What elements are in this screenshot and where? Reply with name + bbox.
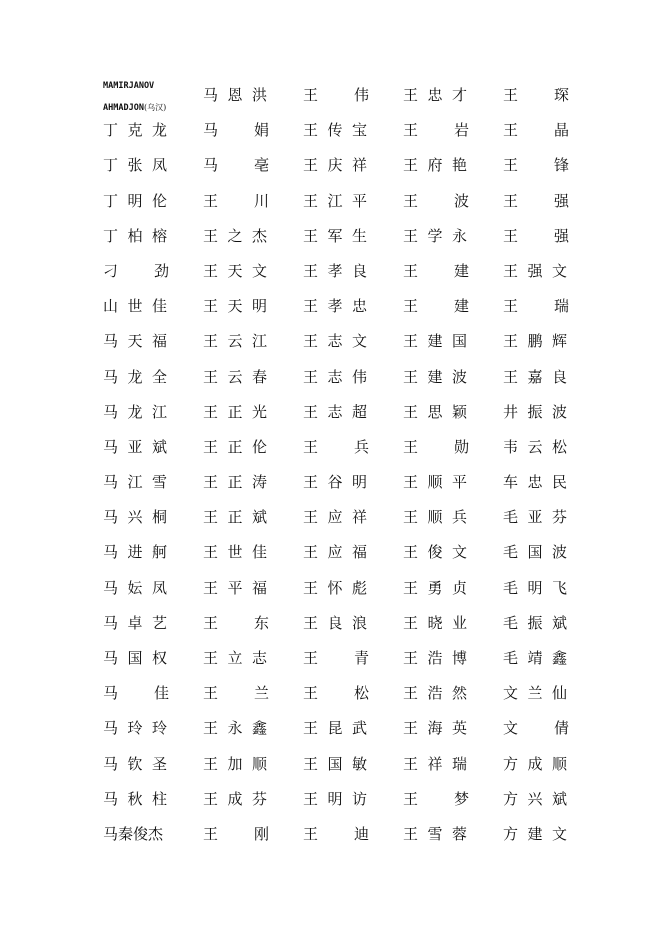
person-name: 毛 国 波 — [503, 543, 567, 562]
person-name: 王 刚 — [203, 824, 269, 843]
person-name: 王 国 敏 — [303, 754, 367, 773]
name-entry — [303, 430, 403, 465]
person-name: 王 志 文 — [303, 332, 367, 351]
name-entry — [403, 782, 503, 817]
latin-name-note: (乌汉) — [143, 102, 167, 112]
person-name: 王 正 斌 — [203, 508, 267, 527]
name-entry-first — [103, 78, 203, 113]
name-entry — [203, 360, 303, 395]
person-name: 毛 明 飞 — [503, 578, 567, 597]
person-name: 王 兰 — [203, 684, 269, 703]
name-entry — [503, 184, 573, 219]
name-entry — [403, 711, 503, 746]
person-name: 王 顺 平 — [403, 473, 467, 492]
person-name: 王 松 — [303, 684, 369, 703]
person-name: 王 海 英 — [403, 719, 467, 738]
person-name: 方 兴 斌 — [503, 789, 567, 808]
name-entry — [403, 324, 503, 359]
person-name: 王 顺 兵 — [403, 508, 467, 527]
name-entry — [103, 817, 203, 852]
name-entry — [103, 113, 203, 148]
name-entry — [403, 360, 503, 395]
name-entry — [303, 817, 403, 852]
person-name: 丁 柏 榕 — [103, 226, 167, 245]
name-entry — [303, 465, 403, 500]
person-name: 文 倩 — [503, 719, 569, 738]
person-name: 王 志 超 — [303, 402, 367, 421]
person-name: 王 梦 — [403, 789, 469, 808]
name-entry — [403, 219, 503, 254]
person-name: 丁 克 龙 — [103, 121, 167, 140]
person-name: 马 进 舸 — [103, 543, 167, 562]
name-entry — [503, 360, 573, 395]
name-entry — [203, 219, 303, 254]
name-entry — [203, 571, 303, 606]
person-name: 王 鹏 辉 — [503, 332, 567, 351]
name-entry — [503, 113, 573, 148]
name-entry — [303, 113, 403, 148]
person-name: 王 平 福 — [203, 578, 267, 597]
name-entry — [403, 535, 503, 570]
person-name: 王 昆 武 — [303, 719, 367, 738]
person-name: 王 强 — [503, 226, 569, 245]
name-entry — [303, 747, 403, 782]
person-name: 车 忠 民 — [503, 473, 567, 492]
person-name: 王 世 佳 — [203, 543, 267, 562]
person-name: 王 怀 彪 — [303, 578, 367, 597]
name-entry — [203, 465, 303, 500]
person-name: 王 琛 — [503, 86, 569, 104]
person-name: 马 亳 — [203, 156, 269, 175]
name-entry — [503, 676, 573, 711]
name-entry — [203, 254, 303, 289]
person-name: 王 永 鑫 — [203, 719, 267, 738]
name-entry — [203, 500, 303, 535]
name-entry — [503, 148, 573, 183]
name-entry — [103, 711, 203, 746]
name-entry — [203, 395, 303, 430]
name-entry — [103, 606, 203, 641]
person-name: 王 波 — [403, 191, 469, 210]
person-name: 王 云 春 — [203, 367, 267, 386]
name-entry — [403, 78, 503, 113]
person-name: 毛 靖 鑫 — [503, 649, 567, 667]
person-name: 马 妘 凤 — [103, 578, 167, 597]
person-name: 王 忠 才 — [403, 86, 467, 104]
person-name: 马 娟 — [203, 121, 269, 140]
person-name: 王 府 艳 — [403, 156, 467, 175]
person-name: 王 之 杰 — [203, 226, 267, 245]
name-entry — [203, 747, 303, 782]
name-entry — [103, 747, 203, 782]
person-name: 王 雪 蓉 — [403, 824, 467, 843]
person-name: 王 军 生 — [303, 226, 367, 245]
name-entry — [203, 430, 303, 465]
person-name: 王 祥 瑞 — [403, 754, 467, 773]
name-entry — [103, 254, 203, 289]
person-name: 王 建 国 — [403, 332, 467, 351]
name-entry — [303, 782, 403, 817]
name-entry — [103, 676, 203, 711]
person-name: 王 正 光 — [203, 402, 267, 421]
person-name: 王 应 祥 — [303, 508, 367, 527]
person-name: 文 兰 仙 — [503, 684, 567, 703]
name-entry — [203, 606, 303, 641]
name-entry — [503, 219, 573, 254]
person-name: 毛 亚 芬 — [503, 508, 567, 527]
person-name: 马 玲 玲 — [103, 719, 167, 738]
person-name: 王 建 — [403, 297, 469, 316]
name-entry — [303, 676, 403, 711]
latin-name-line2-text: AHMADJON — [103, 102, 144, 113]
name-entry — [403, 676, 503, 711]
person-name: 王 应 福 — [303, 543, 367, 562]
name-entry — [503, 782, 573, 817]
name-entry — [303, 641, 403, 676]
name-entry — [403, 113, 503, 148]
name-entry — [103, 219, 203, 254]
person-name: 马 龙 全 — [103, 367, 167, 386]
person-name: 王 晶 — [503, 121, 569, 140]
person-name: 王 东 — [203, 613, 269, 632]
name-entry — [403, 641, 503, 676]
name-entry — [403, 571, 503, 606]
name-entry — [203, 324, 303, 359]
person-name: 王 锋 — [503, 156, 569, 175]
name-entry — [103, 430, 203, 465]
name-entry — [203, 676, 303, 711]
person-name: 王 正 伦 — [203, 437, 267, 456]
person-name: 王 俊 文 — [403, 543, 467, 562]
person-name: 王 天 明 — [203, 297, 267, 316]
name-entry — [103, 289, 203, 324]
person-name: 丁 明 伦 — [103, 191, 167, 210]
person-name: 王 思 颖 — [403, 402, 467, 421]
person-name: 王 庆 祥 — [303, 156, 367, 175]
person-name: 王 建 — [403, 261, 469, 280]
person-name: 韦 云 松 — [503, 437, 567, 456]
name-entry — [303, 571, 403, 606]
person-name: 王 成 芬 — [203, 789, 267, 808]
name-entry — [103, 641, 203, 676]
name-entry — [203, 782, 303, 817]
person-name: 马秦俊杰 — [103, 824, 164, 843]
person-name: 毛 振 斌 — [503, 613, 567, 632]
person-name: 王 强 — [503, 191, 569, 210]
person-name: 王 明 访 — [303, 789, 367, 808]
person-name: 王 晓 业 — [403, 613, 467, 632]
person-name: 王 加 顺 — [203, 754, 267, 773]
person-name: 王 天 文 — [203, 261, 267, 280]
name-entry — [403, 465, 503, 500]
name-entry — [303, 606, 403, 641]
person-name: 王 伟 — [303, 86, 369, 104]
name-entry — [503, 465, 573, 500]
name-entry — [103, 395, 203, 430]
person-name: 马 江 雪 — [103, 473, 167, 492]
person-name: 丁 张 凤 — [103, 156, 167, 175]
name-entry — [503, 535, 573, 570]
person-name: 王 勋 — [403, 437, 469, 456]
name-entry — [303, 184, 403, 219]
name-entry — [503, 711, 573, 746]
name-entry — [403, 184, 503, 219]
name-entry — [303, 535, 403, 570]
person-name: 马 天 福 — [103, 332, 167, 351]
person-name: 马 兴 桐 — [103, 508, 167, 527]
person-name: 王 志 伟 — [303, 367, 367, 386]
name-entry — [403, 430, 503, 465]
name-entry — [303, 711, 403, 746]
name-entry — [203, 148, 303, 183]
person-name: 马 亚 斌 — [103, 437, 167, 456]
person-name: 马 佳 — [103, 684, 169, 703]
name-entry — [103, 148, 203, 183]
name-entry — [303, 289, 403, 324]
name-entry — [203, 113, 303, 148]
name-entry — [303, 219, 403, 254]
name-entry — [503, 571, 573, 606]
name-entry — [203, 184, 303, 219]
name-entry — [303, 324, 403, 359]
person-name: 王 瑞 — [503, 297, 569, 316]
name-entry — [103, 465, 203, 500]
name-entry — [403, 747, 503, 782]
name-entry — [503, 641, 573, 676]
name-entry — [503, 500, 573, 535]
name-entry — [503, 289, 573, 324]
name-entry — [203, 535, 303, 570]
name-entry — [103, 571, 203, 606]
person-name: 马 秋 柱 — [103, 789, 167, 808]
person-name: 马 恩 洪 — [203, 86, 267, 104]
person-name: 王 传 宝 — [303, 121, 367, 140]
name-entry — [203, 711, 303, 746]
name-entry — [403, 500, 503, 535]
person-name: 王 云 江 — [203, 332, 267, 351]
name-entry — [403, 289, 503, 324]
name-entry — [203, 289, 303, 324]
name-entry — [503, 254, 573, 289]
person-name: 马 钦 圣 — [103, 754, 167, 773]
person-name: 马 卓 艺 — [103, 613, 167, 632]
name-entry — [503, 395, 573, 430]
person-name: 王 青 — [303, 649, 369, 667]
person-name: 马 龙 江 — [103, 402, 167, 421]
person-name: 王 孝 忠 — [303, 297, 367, 316]
name-entry — [103, 535, 203, 570]
name-entry — [303, 148, 403, 183]
person-name: 王 勇 贞 — [403, 578, 467, 597]
person-name: 井 振 波 — [503, 402, 567, 421]
name-entry — [403, 254, 503, 289]
name-list-grid — [103, 78, 573, 852]
person-name: 王 浩 博 — [403, 649, 467, 667]
name-entry — [103, 500, 203, 535]
person-name: 王 川 — [203, 191, 269, 210]
person-name: 王 孝 良 — [303, 261, 367, 280]
name-entry — [303, 360, 403, 395]
name-entry — [303, 254, 403, 289]
latin-name-line1: MAMIRJANOV — [103, 80, 155, 91]
name-entry — [103, 324, 203, 359]
person-name: 王 建 波 — [403, 367, 467, 386]
name-entry — [103, 782, 203, 817]
latin-name-line2 — [103, 100, 166, 114]
person-name: 山 世 佳 — [103, 297, 167, 316]
name-entry — [303, 78, 403, 113]
name-entry — [503, 78, 573, 113]
person-name: 王 正 涛 — [203, 473, 267, 492]
name-entry — [503, 606, 573, 641]
person-name: 王 良 浪 — [303, 613, 367, 632]
person-name: 王 岩 — [403, 121, 469, 140]
name-entry — [103, 360, 203, 395]
name-entry — [503, 324, 573, 359]
name-entry — [503, 817, 573, 852]
name-entry — [403, 817, 503, 852]
person-name: 王 强 文 — [503, 261, 567, 280]
name-entry — [503, 430, 573, 465]
name-entry — [303, 395, 403, 430]
name-entry — [403, 395, 503, 430]
name-entry — [303, 500, 403, 535]
person-name: 王 学 永 — [403, 226, 467, 245]
person-name: 刁 劲 — [103, 261, 169, 280]
person-name: 王 嘉 良 — [503, 367, 567, 386]
name-entry — [403, 148, 503, 183]
person-name: 王 谷 明 — [303, 473, 367, 492]
name-entry — [203, 817, 303, 852]
name-entry — [503, 747, 573, 782]
person-name: 王 浩 然 — [403, 684, 467, 703]
name-entry — [203, 641, 303, 676]
name-entry — [403, 606, 503, 641]
name-entry — [103, 184, 203, 219]
person-name: 马 国 权 — [103, 649, 167, 667]
person-name: 王 江 平 — [303, 191, 367, 210]
person-name: 王 迪 — [303, 824, 369, 843]
person-name: 方 成 顺 — [503, 754, 567, 773]
person-name: 王 立 志 — [203, 649, 267, 667]
person-name: 方 建 文 — [503, 824, 567, 843]
name-entry — [203, 78, 303, 113]
person-name: 王 兵 — [303, 437, 369, 456]
